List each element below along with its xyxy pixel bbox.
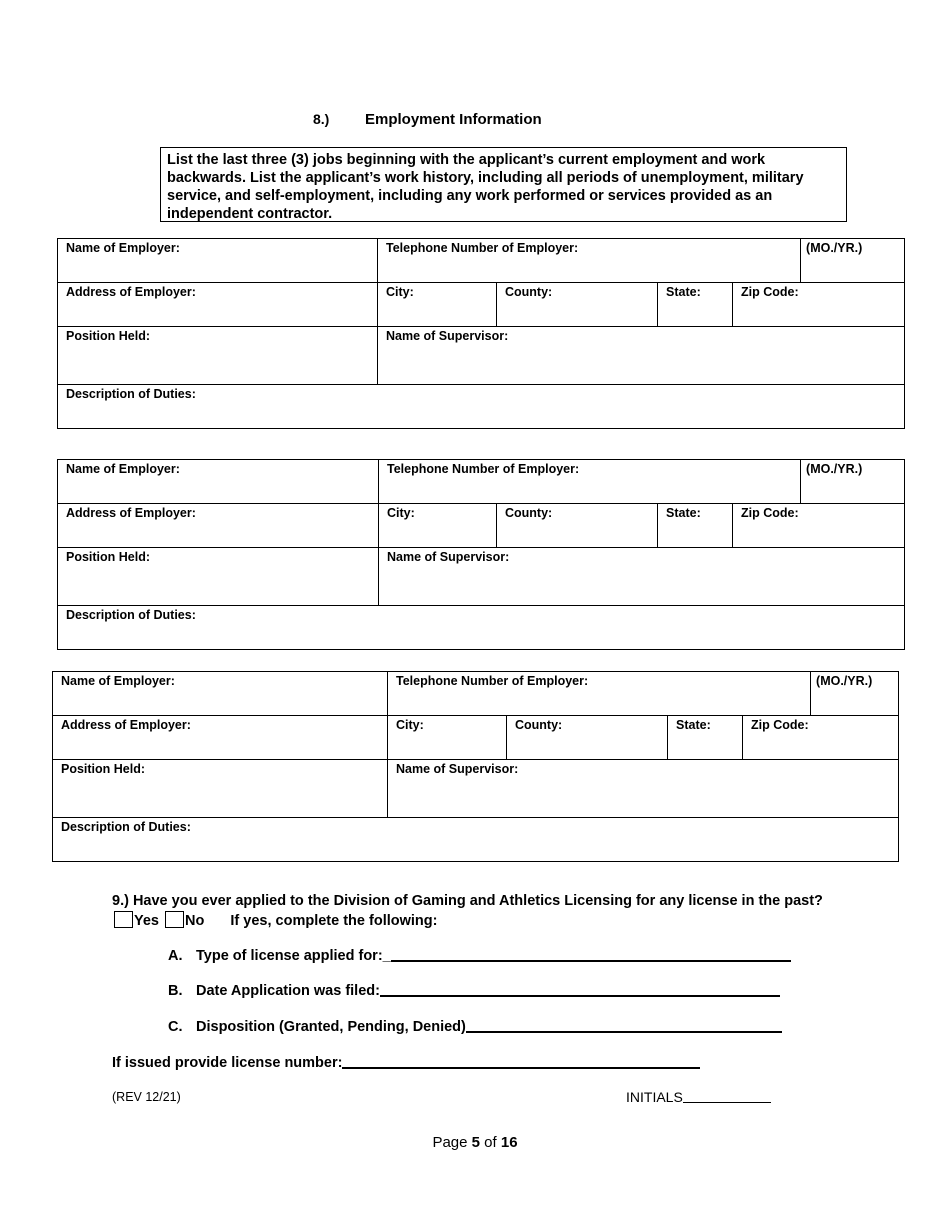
revision-note: (REV 12/21) (112, 1090, 181, 1104)
state-field[interactable]: State: (658, 283, 733, 327)
county-field[interactable]: County: (497, 504, 658, 548)
address-field[interactable]: Address of Employer: (58, 504, 379, 548)
yes-checkbox[interactable] (114, 911, 133, 928)
license-type-label: Type of license applied for:_ (196, 948, 391, 964)
supervisor-field[interactable]: Name of Supervisor: (378, 327, 905, 385)
page-current: 5 (471, 1134, 480, 1151)
supervisor-field[interactable]: Name of Supervisor: (379, 548, 905, 606)
section-heading (313, 111, 542, 128)
license-number-input[interactable] (342, 1053, 700, 1069)
license-number-label: If issued provide license number: (112, 1055, 343, 1071)
address-field[interactable]: Address of Employer: (53, 716, 388, 760)
disposition-row (168, 1017, 782, 1035)
address-field[interactable]: Address of Employer: (58, 283, 378, 327)
telephone-field[interactable]: Telephone Number of Employer: (379, 460, 801, 504)
item-letter: C. (168, 1019, 183, 1035)
no-label: No (185, 913, 205, 929)
employer-name-field[interactable]: Name of Employer: (58, 239, 378, 283)
state-field[interactable]: State: (658, 504, 733, 548)
duties-field[interactable]: Description of Duties: (58, 606, 905, 650)
telephone-field[interactable]: Telephone Number of Employer: (378, 239, 801, 283)
mo-yr-field[interactable]: (MO./YR.) (811, 672, 899, 716)
prior-license-question (112, 892, 842, 931)
city-field[interactable]: City: (388, 716, 507, 760)
employment-block-1 (57, 238, 905, 429)
section-number: 8.) (313, 111, 330, 127)
zip-field[interactable]: Zip Code: (733, 504, 905, 548)
page-prefix: Page (432, 1134, 472, 1151)
duties-field[interactable]: Description of Duties: (53, 818, 899, 862)
county-field[interactable]: County: (507, 716, 668, 760)
followup-text: If yes, complete the following: (230, 913, 438, 929)
item-letter: A. (168, 948, 183, 964)
mo-yr-field[interactable]: (MO./YR.) (801, 239, 905, 283)
position-field[interactable]: Position Held: (53, 760, 388, 818)
section-title: Employment Information (365, 111, 542, 128)
employment-block-2 (57, 459, 905, 650)
employment-block-3 (52, 671, 899, 862)
telephone-field[interactable]: Telephone Number of Employer: (388, 672, 811, 716)
city-field[interactable]: City: (378, 283, 497, 327)
yes-label: Yes (134, 913, 159, 929)
county-field[interactable]: County: (497, 283, 658, 327)
date-filed-input[interactable] (380, 981, 780, 997)
zip-field[interactable]: Zip Code: (743, 716, 899, 760)
employer-name-field[interactable]: Name of Employer: (53, 672, 388, 716)
supervisor-field[interactable]: Name of Supervisor: (388, 760, 899, 818)
initials-row (626, 1088, 771, 1105)
employer-name-field[interactable]: Name of Employer: (58, 460, 379, 504)
page-total: 16 (500, 1134, 518, 1151)
date-filed-row (168, 981, 780, 999)
disposition-input[interactable] (466, 1017, 782, 1033)
duties-field[interactable]: Description of Duties: (58, 385, 905, 429)
initials-label: INITIALS (626, 1089, 683, 1105)
license-number-row (112, 1053, 700, 1071)
question-text: 9.) Have you ever applied to the Division of Gaming and Athletics Licensing for any license in the past? (112, 893, 823, 909)
state-field[interactable]: State: (668, 716, 743, 760)
disposition-label: Disposition (Granted, Pending, Denied) (196, 1019, 466, 1035)
page-number (0, 1134, 950, 1151)
city-field[interactable]: City: (379, 504, 497, 548)
item-letter: B. (168, 983, 183, 999)
position-field[interactable]: Position Held: (58, 548, 379, 606)
zip-field[interactable]: Zip Code: (733, 283, 905, 327)
instructions-box: List the last three (3) jobs beginning with the applicant’s current employment and work backwards. List the applicant’s work history, including all periods of unemployment, military service, and self-employment, including any work performed or services provided as an independent contractor. (160, 147, 847, 222)
initials-input[interactable] (683, 1088, 771, 1103)
license-type-input[interactable] (391, 946, 791, 962)
no-checkbox[interactable] (165, 911, 184, 928)
mo-yr-field[interactable]: (MO./YR.) (801, 460, 905, 504)
license-type-row (168, 946, 791, 964)
date-filed-label: Date Application was filed: (196, 983, 380, 999)
position-field[interactable]: Position Held: (58, 327, 378, 385)
page-of: of (480, 1134, 501, 1151)
